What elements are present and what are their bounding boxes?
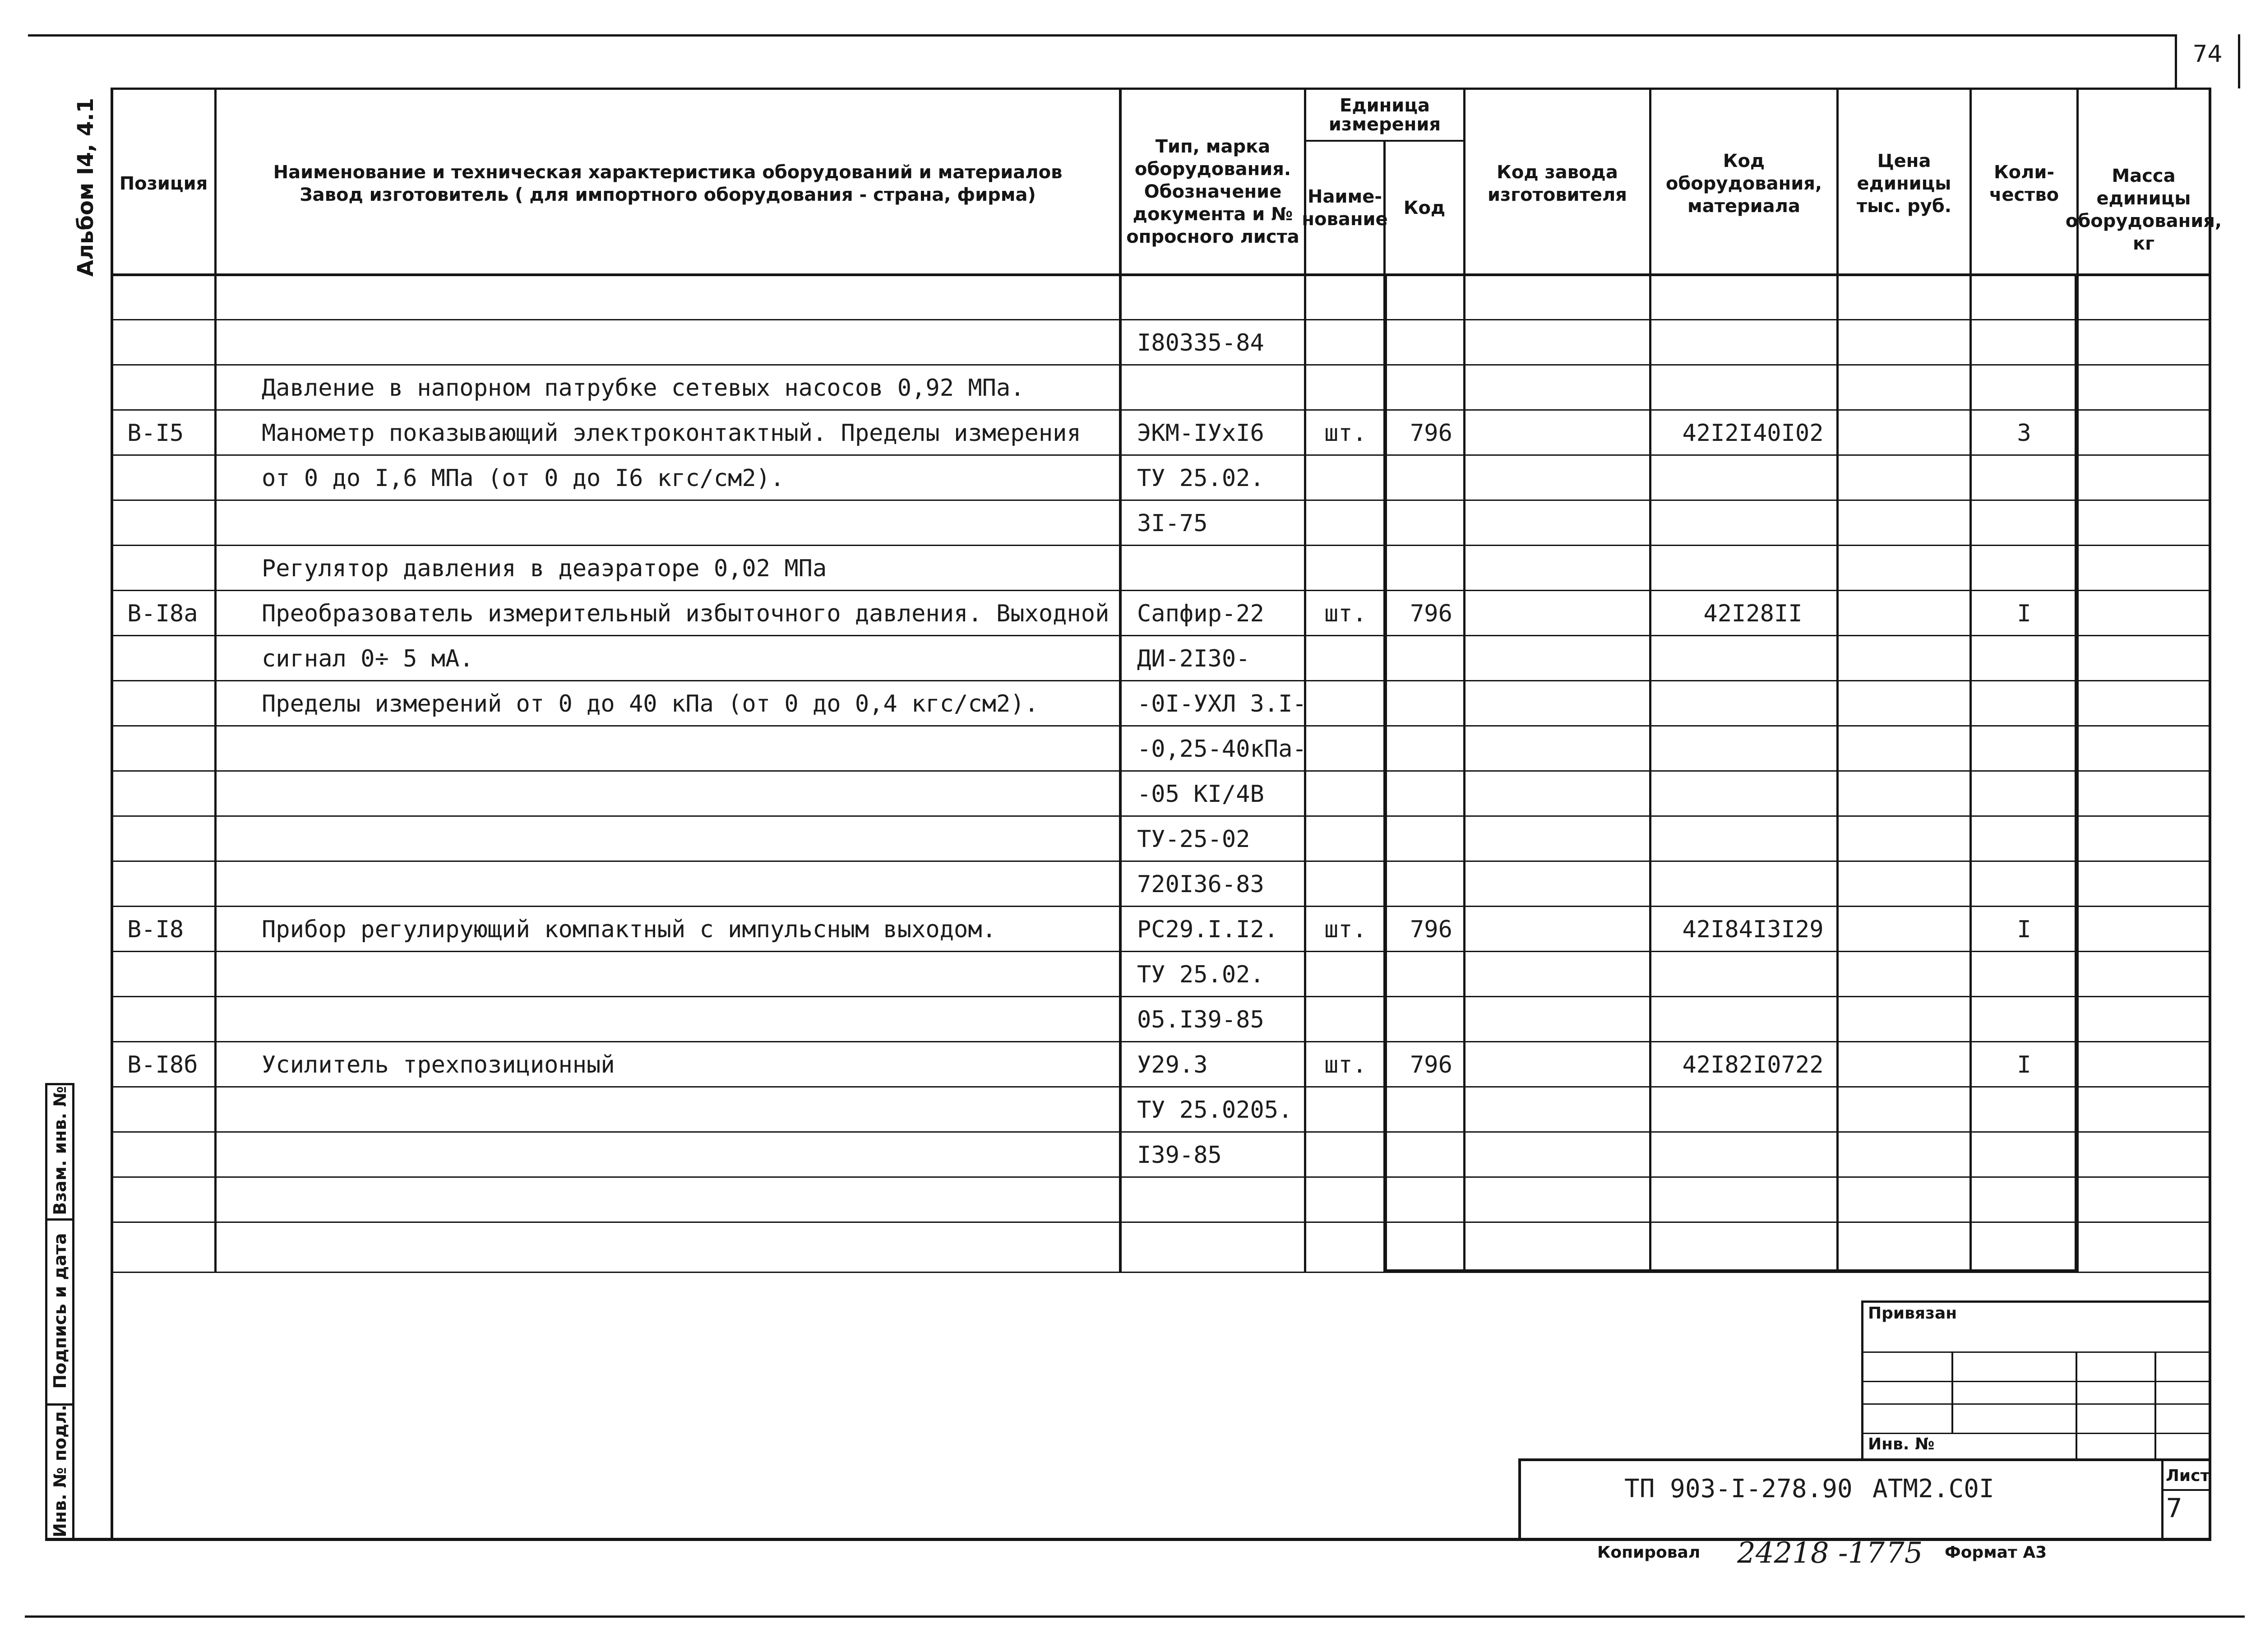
row-unit-code: 796 — [1410, 420, 1452, 447]
row-quantity — [1972, 1223, 2076, 1268]
row-type: ТУ 25.02. — [1137, 465, 1264, 492]
row-type: ТУ 25.02. — [1137, 961, 1264, 988]
stamp-sheet-no: 7 — [2166, 1493, 2182, 1523]
row-unit-code: 796 — [1410, 1051, 1452, 1078]
header-quantity: Коли- чество — [1989, 162, 2059, 205]
row-quantity — [1972, 366, 2076, 411]
row-type: ТУ 25.0205. — [1137, 1097, 1293, 1124]
row-type: -0I-УХЛ 3.I- — [1137, 690, 1307, 717]
row-equip-code — [1669, 817, 1836, 862]
row-equip-code: 42I84I3I29 — [1682, 916, 1824, 943]
row-type: 3I-75 — [1137, 510, 1208, 537]
frame-left — [111, 88, 113, 1541]
row-unit-code: 796 — [1410, 916, 1452, 943]
row-quantity — [1972, 817, 2076, 862]
row-name: от 0 до I,6 МПа (от 0 до I6 кгс/см2). — [262, 465, 785, 492]
side-label-vzam: Взам. инв. № — [50, 1086, 70, 1215]
side-label-podpis: Подпись и дата — [50, 1233, 70, 1389]
row-quantity — [1972, 772, 2076, 817]
row-equip-code — [1669, 456, 1836, 501]
row-equip-code — [1669, 320, 1836, 366]
row-quantity — [1972, 952, 2076, 997]
row-position: В-I8 — [127, 916, 184, 943]
row-equip-code — [1669, 772, 1836, 817]
frame-top — [111, 88, 2211, 90]
row-equip-code — [1669, 501, 1836, 546]
row-quantity: I — [2017, 600, 2031, 627]
row-type: 720I36-83 — [1137, 871, 1264, 898]
row-equip-code — [1669, 366, 1836, 411]
row-quantity — [1972, 862, 2076, 907]
row-unit: шт. — [1324, 420, 1367, 447]
header-factory-code: Код завода изготовителя — [1488, 162, 1627, 205]
row-quantity — [1972, 275, 2076, 320]
row-equip-code: 42I2I40I02 — [1682, 420, 1824, 447]
row-quantity — [1972, 1087, 2076, 1133]
row-quantity — [1972, 997, 2076, 1042]
row-name: Давление в напорном патрубке сетевых насосов 0,92 МПа. — [262, 375, 1025, 402]
stamp-sheet-label: Лист — [2166, 1467, 2210, 1485]
row-equip-code — [1669, 546, 1836, 591]
header-name: Наименование и техническая характеристика оборудований и материалов Завод изготовитель ( для импортного оборудования - страна, фирма) — [273, 162, 1063, 205]
row-equip-code — [1669, 997, 1836, 1042]
row-quantity — [1972, 681, 2076, 727]
frame-right — [2209, 88, 2211, 1541]
row-type: I80335-84 — [1137, 329, 1264, 356]
row-quantity — [1972, 727, 2076, 772]
row-quantity — [1972, 546, 2076, 591]
stamp-doc-mark: АТМ2.С0I — [1872, 1474, 1994, 1504]
row-name: Прибор регулирующий компактный с импульсным выходом. — [262, 916, 996, 943]
row-equip-code — [1669, 727, 1836, 772]
row-equip-code — [1669, 681, 1836, 727]
row-quantity — [1972, 456, 2076, 501]
row-unit: шт. — [1324, 1051, 1367, 1078]
row-equip-code — [1669, 1087, 1836, 1133]
row-quantity — [1972, 320, 2076, 366]
row-name: Пределы измерений от 0 до 40 кПа (от 0 до 0,4 кгс/см2). — [262, 690, 1039, 717]
album-label: Альбом I4, 4.1 — [73, 97, 98, 277]
row-quantity — [1972, 501, 2076, 546]
row-name: Манометр показывающий электроконтактный. Пределы измерения — [262, 420, 1081, 447]
header-mass: Масса единицы оборудования, кг — [2065, 166, 2222, 254]
stamp-privyazan: Привязан — [1868, 1304, 1957, 1323]
header-position: Позиция — [119, 173, 208, 194]
header-unit-code: Код — [1403, 198, 1446, 218]
row-equip-code: 42I82I0722 — [1682, 1051, 1824, 1078]
footer-handwritten-page: 75 — [1886, 1536, 1923, 1570]
row-quantity — [1972, 1133, 2076, 1178]
footer-handwritten-number: 24218 -17 — [1737, 1536, 1885, 1570]
stamp-doc-code: ТП 903-I-278.90 — [1624, 1474, 1853, 1504]
side-label-inv-podl: Инв. № подл. — [50, 1404, 70, 1538]
row-type: I39-85 — [1137, 1142, 1222, 1169]
row-equip-code — [1669, 1133, 1836, 1178]
row-unit: шт. — [1324, 600, 1367, 627]
row-type: РС29.I.I2. — [1137, 916, 1279, 943]
row-name: Усилитель трехпозиционный — [262, 1051, 615, 1078]
row-type: 05.I39-85 — [1137, 1006, 1264, 1033]
row-type: Сапфир-22 — [1137, 600, 1264, 627]
row-type: ДИ-2I30- — [1137, 645, 1250, 672]
footer-format: Формат А3 — [1945, 1543, 2047, 1562]
header-price: Цена единицы тыс. руб. — [1856, 151, 1952, 217]
header-equip-code: Код оборудования, материала — [1665, 151, 1822, 217]
row-equip-code — [1669, 862, 1836, 907]
row-position: В-I8б — [127, 1051, 198, 1078]
header-type: Тип, марка оборудования. Обозначение документа и № опросного листа — [1126, 136, 1299, 247]
footer-kopiroval: Копировал — [1597, 1543, 1701, 1562]
row-unit: шт. — [1324, 916, 1367, 943]
row-name: сигнал 0÷ 5 мА. — [262, 645, 474, 672]
row-quantity: I — [2017, 916, 2031, 943]
row-position: В-I5 — [127, 420, 184, 447]
row-equip-code — [1669, 952, 1836, 997]
row-type: ЭКМ-IУхI6 — [1137, 420, 1264, 447]
row-quantity — [1972, 1178, 2076, 1223]
row-equip-code: 42I28II — [1703, 600, 1803, 627]
row-quantity: 3 — [2017, 420, 2031, 447]
row-equip-code — [1669, 636, 1836, 681]
row-equip-code — [1669, 1223, 1836, 1268]
row-name: Преобразователь измерительный избыточного давления. Выходной — [262, 600, 1110, 627]
row-unit-code: 796 — [1410, 600, 1452, 627]
row-quantity — [1972, 636, 2076, 681]
header-unit: Единица измерения — [1328, 95, 1441, 135]
row-position: В-I8а — [127, 600, 198, 627]
row-quantity: I — [2017, 1051, 2031, 1078]
row-type: -05 КI/4В — [1137, 781, 1264, 808]
row-type: У29.3 — [1137, 1051, 1208, 1078]
row-equip-code — [1669, 1178, 1836, 1223]
row-type: ТУ-25-02 — [1137, 826, 1250, 853]
header-unit-name: Наиме- нование — [1302, 186, 1388, 230]
stamp-inv-no: Инв. № — [1868, 1435, 1935, 1453]
row-type: -0,25-40кПа- — [1137, 736, 1307, 763]
row-name: Регулятор давления в деаэраторе 0,02 МПа — [262, 555, 827, 582]
page-number: 74 — [2192, 41, 2223, 68]
row-equip-code — [1669, 275, 1836, 320]
